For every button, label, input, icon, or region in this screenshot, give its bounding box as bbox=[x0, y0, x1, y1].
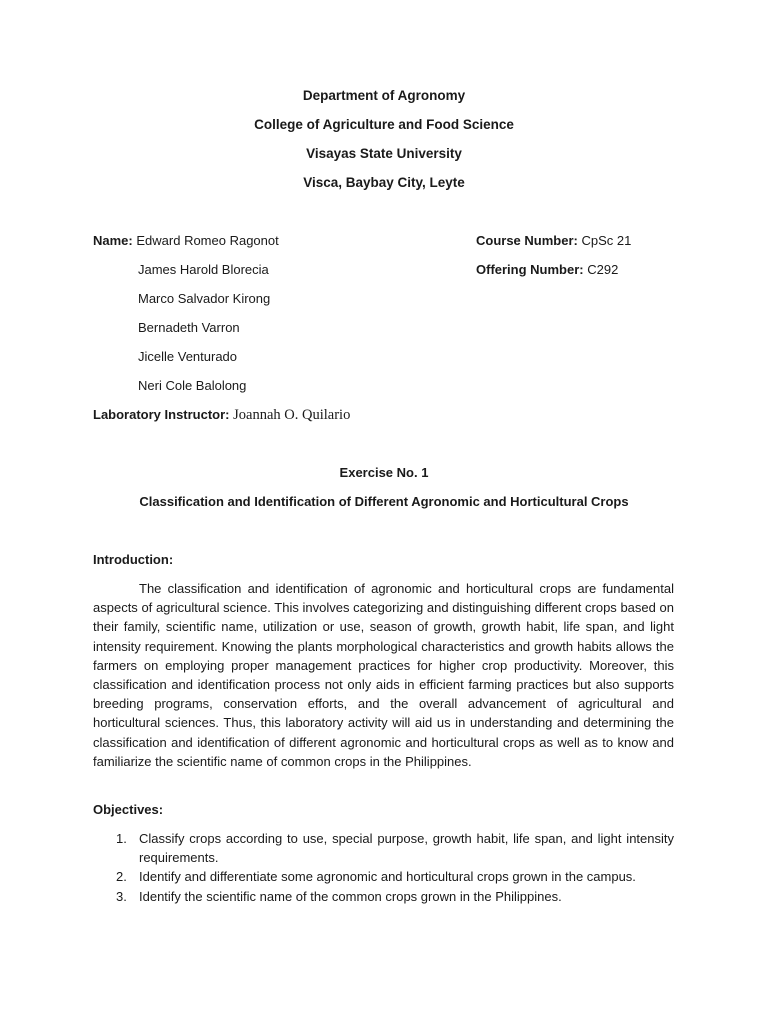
list-item bbox=[93, 887, 674, 906]
exercise-title: Classification and Identification of Different Agronomic and Horticultural Crops bbox=[139, 494, 629, 509]
name-label: Name: bbox=[93, 233, 133, 248]
student-name: Jicelle Venturado bbox=[138, 349, 238, 364]
list-item-text: Identify the scientific name of the common crops grown in the Philippines. bbox=[139, 888, 562, 904]
list-item bbox=[93, 829, 674, 867]
course-number-value: CpSc 21 bbox=[581, 233, 632, 248]
department-name: Department of Agronomy bbox=[302, 88, 466, 103]
objectives-list bbox=[93, 829, 674, 906]
student-names bbox=[93, 233, 393, 407]
exercise-number: Exercise No. 1 bbox=[339, 465, 429, 480]
college-name: College of Agriculture and Food Science bbox=[254, 117, 514, 132]
offering-number-row bbox=[476, 262, 631, 291]
instructor-name: Joannah O. Quilario bbox=[233, 407, 351, 423]
student-name: Bernadeth Varron bbox=[138, 320, 240, 335]
university-location: Visca, Baybay City, Leyte bbox=[303, 175, 465, 190]
course-number-label: Course Number: bbox=[476, 233, 578, 248]
list-item-text: Classify crops according to use, special purpose, growth habit, life span, and light intensity requirements. bbox=[139, 831, 674, 866]
document-header bbox=[0, 88, 768, 204]
name-row-first bbox=[93, 233, 393, 262]
instructor-row bbox=[93, 406, 350, 424]
introduction-heading: Introduction: bbox=[93, 552, 174, 567]
university-name: Visayas State University bbox=[306, 146, 462, 161]
list-item bbox=[93, 867, 674, 886]
student-name: Neri Cole Balolong bbox=[138, 378, 247, 393]
student-name: James Harold Blorecia bbox=[138, 262, 269, 277]
instructor-label: Laboratory Instructor: bbox=[93, 407, 230, 422]
offering-number-label: Offering Number: bbox=[476, 262, 584, 277]
introduction-paragraph: The classification and identification of agronomic and horticultural crops are fundamental aspects of agricultural science. This involves categorizing and distinguishing different crops based on their family, scientific name, utilization or use, season of growth, growth habit, life span, and light intensity requirement. Knowing the plants morphological characteristics and growth habits allows the farmers on employing proper management practices for higher crop productivity. Moreover, this classification and identification process not only aids in efficient farming practices but also supports breeding programs, conservation efforts, and the overall advancement of agricultural and horticultural sciences. Thus, this laboratory activity will aid us in understanding and determining the classification and identification of different agronomic and horticultural crops as well as to know and familiarize the scientific name of common crops in the Philippines. bbox=[93, 581, 674, 769]
list-item-number: 3. bbox=[116, 888, 127, 904]
course-number-row bbox=[476, 233, 631, 262]
list-item-number: 2. bbox=[116, 869, 127, 885]
student-name: Edward Romeo Ragonot bbox=[136, 233, 279, 248]
course-info bbox=[476, 233, 631, 291]
list-item-text: Identify and differentiate some agronomic and horticultural crops grown in the campus. bbox=[139, 869, 636, 885]
offering-number-value: C292 bbox=[587, 262, 619, 277]
student-name: Marco Salvador Kirong bbox=[138, 291, 271, 306]
list-item-number: 1. bbox=[116, 831, 127, 846]
objectives-heading: Objectives: bbox=[93, 802, 164, 817]
